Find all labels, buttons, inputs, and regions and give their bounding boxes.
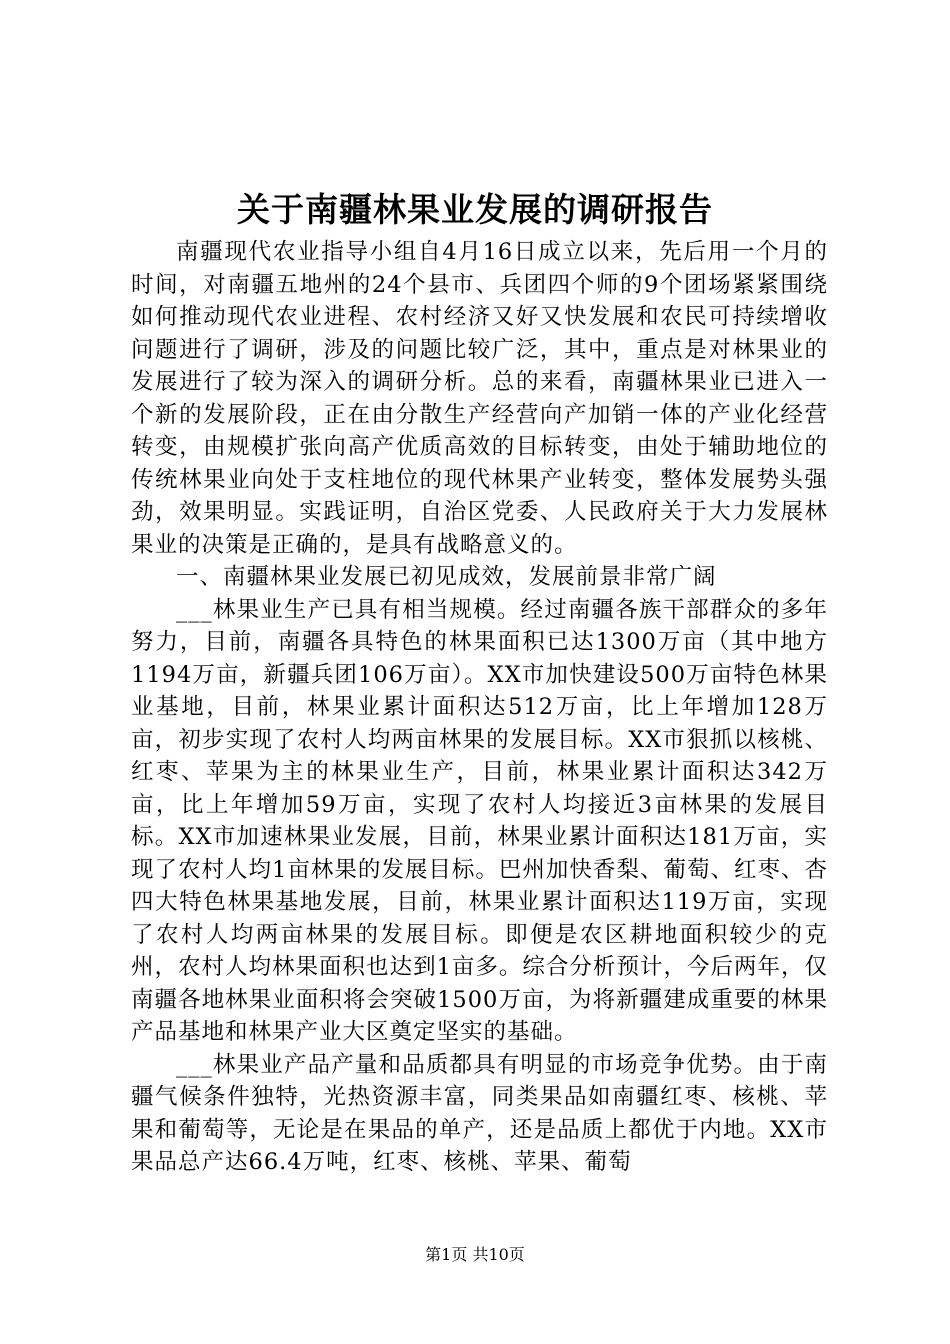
- paragraph-intro: 南疆现代农业指导小组自4月16日成立以来，先后用一个月的时间，对南疆五地州的24个县市、兵团四个师的9个团场紧紧围绕如何推动现代农业进程、农村经济又好又快发展和农民可持续增收问题进行了调研，涉及的问题比较广泛，其中，重点是对林果业的发展进行了较为深入的调研分析。总的来看，南疆林果业已进入一个新的发展阶段，正在由分散生产经营向产加销一体的产业化经营转变，由规模扩张向高产优质高效的目标转变，由处于辅助地位的传统林果业向处于支柱地位的现代林果产业转变，整体发展势头强劲，效果明显。实践证明，自治区党委、人民政府关于大力发展林果业的决策是正确的，是具有战略意义的。: [131, 239, 828, 558]
- document-body: [131, 236, 828, 1179]
- document-title: 关于南疆林果业发展的调研报告: [237, 190, 713, 229]
- page-number-footer: 第1页 共10页: [425, 1245, 525, 1264]
- paragraph-quality: ___林果业产品产量和品质都具有明显的市场竞争优势。由于南疆气候条件独特，光热资源丰富，同类果品如南疆红枣、核桃、苹果和葡萄等，无论是在果品的单产，还是品质上都优于内地。XX市果品总产达66.4万吨，红枣、核桃、苹果、葡萄: [131, 1051, 828, 1175]
- paragraph-scale: ___林果业生产已具有相当规模。经过南疆各族干部群众的多年努力，目前，南疆各具特色的林果面积已达1300万亩（其中地方1194万亩，新疆兵团106万亩）。XX市加快建设500万亩特色林果业基地，目前，林果业累计面积达512万亩，比上年增加128万亩，初步实现了农村人均两亩林果的发展目标。XX市狠抓以核桃、红枣、苹果为主的林果业生产，目前，林果业累计面积达342万亩，比上年增加59万亩，实现了农村人均接近3亩林果的发展目标。XX市加速林果业发展，目前，林果业累计面积达181万亩，实现了农村人均1亩林果的发展目标。巴州加快香梨、葡萄、红枣、杏四大特色林果基地发展，目前，林果业累计面积达119万亩，实现了农村人均两亩林果的发展目标。即便是农区耕地面积较少的克州，农村人均林果面积也达到1亩多。综合分析预计，今后两年，仅南疆各地林果业面积将会突破1500万亩，为将新疆建成重要的林果产品基地和林果产业大区奠定坚实的基础。: [131, 596, 828, 1045]
- section-heading-1: 一、南疆林果业发展已初见成效，发展前景非常广阔: [176, 564, 717, 590]
